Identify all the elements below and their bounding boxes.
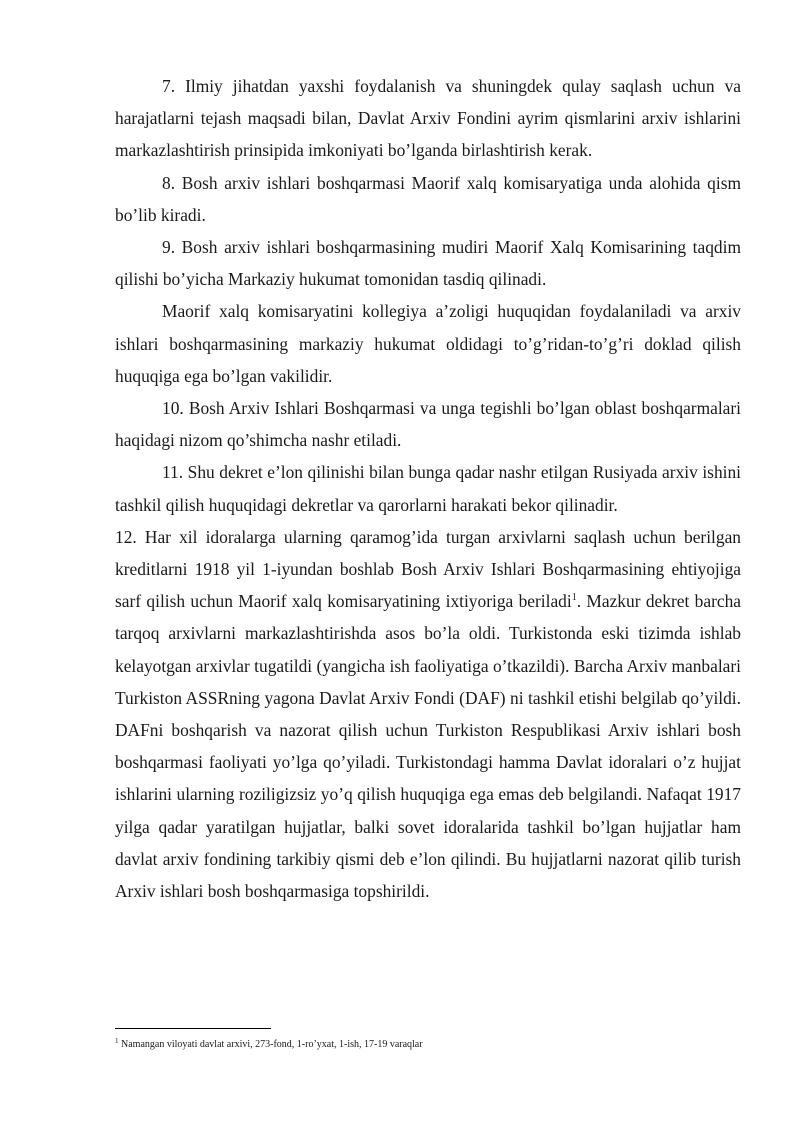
footnote-marker: 1 (115, 1037, 119, 1045)
paragraph-7: 7. Ilmiy jihatdan yaxshi foydalanish va shuningdek qulay saqlash uchun va harajatlarni tejash maqsadi bilan, Davlat Arxiv Fondini ayrim qismlarini arxiv ishlarini markazlashtirish prinsipida imkoniyati bo’lganda birlashtirish kerak. (115, 76, 741, 161)
paragraph-12-part-2: . Mazkur dekret barcha tarqoq arxivlarni markazlashtirishda asos bo’la oldi. Turkistonda eski tizimda ishlab kelayotgan arxivlar tugatildi (yangicha ish faoliyatiga o’tkazildi). Barcha Arxiv manbalari Turkiston ASSRning yagona Davlat Arxiv Fondi (DAF) ni tashkil etishi belgilab qo’yildi. DAFni boshqarish va nazorat qilish uchun Turkiston Respublikasi Arxiv ishlari bosh boshqarmasi faoliyati yo’lga qo’yiladi. Turkistondagi hamma Davlat idoralari o’z hujjat ishlarini ularning roziligizsiz yo’q qilish huquqiga ega emas deb belgilandi. Nafaqat 1917 yilga qadar yaratilgan hujjatlar, balki sovet idoralarida tashkil bo’lgan hujjatlar ham davlat arxiv fondining tarkibiy qismi deb e’lon qilindi. Bu hujjatlarni nazorat qilib turish Arxiv ishlari bosh boshqarmasiga topshirildi. (115, 591, 741, 902)
paragraph-12-part-1: 12. Har xil idoralarga ularning qaramog’ida turgan arxivlarni saqlash uchun berilgan kreditlarni 1918 yil 1-iyundan boshlab Bosh Arxiv Ishlari Boshqarmasining ehtiyojiga sarf qilish uchun Maorif xalq komisaryatining ixtiyoriga beriladi (115, 526, 741, 612)
footnote-separator (115, 1028, 271, 1029)
paragraph-9-continued: Maorif xalq komisaryatini kollegiya a’zoligi huquqidan foydalaniladi va arxiv ishlari boshqarmasining markaziy hukumat oldidagi to’g’ridan-to’g’ri doklad qilish huquqiga ega bo’lgan vakilidir. (115, 301, 741, 386)
footnote (115, 1038, 741, 1052)
document-body (115, 70, 741, 907)
paragraph-12 (115, 521, 741, 907)
footnote-reference[interactable]: 1 (571, 592, 577, 604)
paragraph-8: 8. Bosh arxiv ishlari boshqarmasi Maorif xalq komisaryatiga unda alohida qism bo’lib kiradi. (115, 172, 741, 225)
footnote-text: Namangan viloyati davlat arxivi, 273-fond, 1-ro’yxat, 1-ish, 17-19 varaqlar (118, 1039, 423, 1050)
paragraph-9: 9. Bosh arxiv ishlari boshqarmasining mudiri Maorif Xalq Komisarining taqdim qilishi bo’yicha Markaziy hukumat tomonidan tasdiq qilinadi. (115, 237, 741, 290)
paragraph-11: 11. Shu dekret e’lon qilinishi bilan bunga qadar nashr etilgan Rusiyada arxiv ishini tashkil qilish huquqidagi dekretlar va qarorlarni harakati bekor qilinadir. (115, 462, 741, 515)
paragraph-10: 10. Bosh Arxiv Ishlari Boshqarmasi va unga tegishli bo’lgan oblast boshqarmalari haqidagi nizom qo’shimcha nashr etiladi. (115, 398, 741, 451)
